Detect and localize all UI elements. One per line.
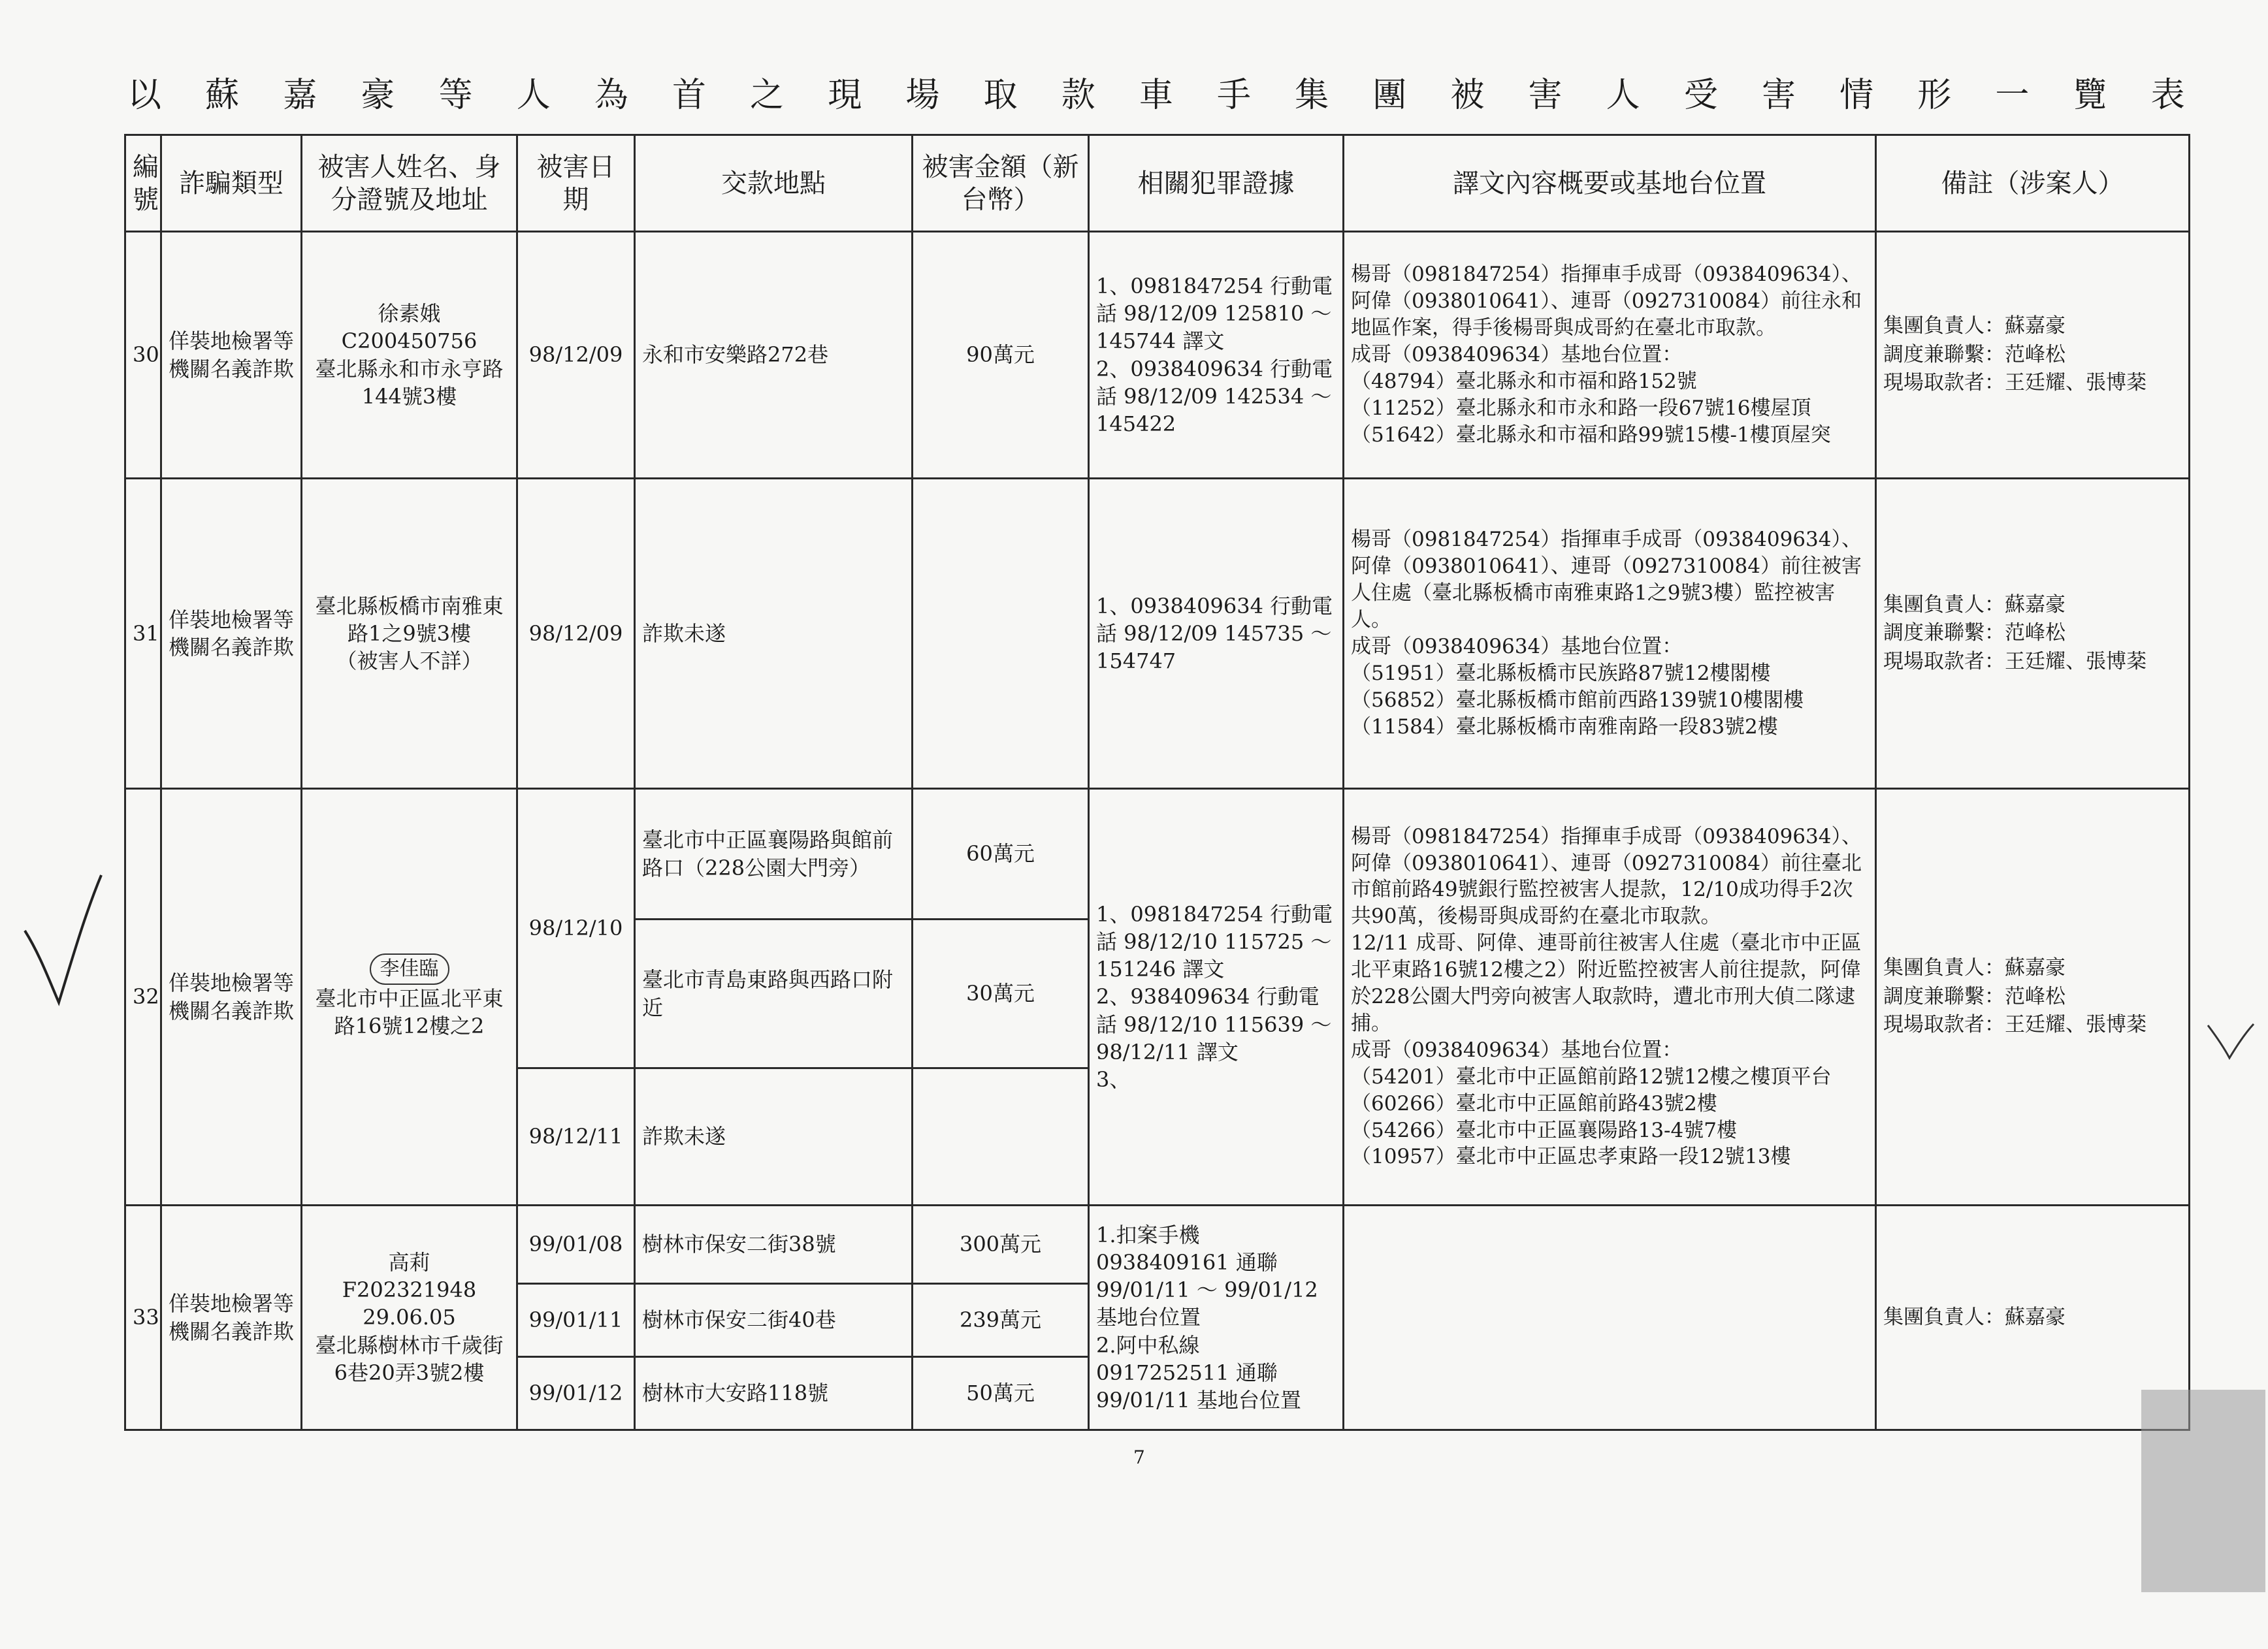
title-char: 場 (905, 75, 940, 115)
row-evidence: 1、0981847254 行動電話 98/12/10 115725 ～ 151246 譯文 2、938409634 行動電話 98/12/10 115639 ～ 98/12/11 譯文 3、 (1089, 789, 1344, 1206)
title-char: 蘇 (205, 75, 240, 115)
title-char: 一 (1995, 75, 2030, 115)
row-date: 98/12/09 (517, 232, 635, 479)
scan-shadow (2141, 1390, 2265, 1592)
row-date: 98/12/10 (517, 789, 635, 1068)
row-evidence: 1.扣案手機 0938409161 通聯 99/01/11 ～ 99/01/12 基地台位置 2.阿中私線 0917252511 通聯 99/01/11 基地台位置 (1089, 1206, 1344, 1430)
title-char: 表 (2150, 75, 2185, 115)
row-fraud-type: 佯裝地檢署等機關名義詐欺 (161, 479, 302, 789)
row-fraud-type: 佯裝地檢署等機關名義詐欺 (161, 1206, 302, 1430)
row-date: 99/01/12 (517, 1357, 635, 1430)
title-char: 受 (1683, 75, 1718, 115)
handwritten-check-icon (20, 869, 105, 1012)
title-char: 首 (672, 75, 706, 115)
row-no: 33 (125, 1206, 161, 1430)
title-char: 為 (594, 75, 628, 115)
title-char: 取 (983, 75, 1018, 115)
row-amount: 50萬元 (913, 1357, 1089, 1430)
row-victim: 臺北市中正區北平東路16號12樓之2 (315, 986, 504, 1039)
victim-signature: 李佳臨 (370, 953, 449, 985)
header-no: 編號 (125, 135, 161, 232)
header-victim: 被害人姓名、身分證號及地址 (302, 135, 517, 232)
title-char: 以 (127, 75, 162, 115)
title-char: 豪 (361, 75, 395, 115)
row-date: 98/12/11 (517, 1068, 635, 1206)
row-location: 樹林市大安路118號 (635, 1357, 913, 1430)
row-amount: 239萬元 (913, 1284, 1089, 1357)
row-amount: 90萬元 (913, 232, 1089, 479)
header-amount: 被害金額（新台幣） (913, 135, 1089, 232)
header-translation: 譯文內容概要或基地台位置 (1344, 135, 1876, 232)
row-location: 樹林市保安二街40巷 (635, 1284, 913, 1357)
header-fraud-type: 詐騙類型 (161, 135, 302, 232)
row-amount: 300萬元 (913, 1206, 1089, 1284)
row-date: 99/01/08 (517, 1206, 635, 1284)
document-title (127, 52, 2185, 131)
row-location: 詐欺未遂 (635, 1068, 913, 1206)
row-translation (1344, 1206, 1876, 1430)
header-evidence: 相關犯罪證據 (1089, 135, 1344, 232)
row-date: 98/12/09 (517, 479, 635, 789)
page-number: 7 (1133, 1447, 1145, 1468)
title-char: 人 (516, 75, 551, 115)
row-translation: 楊哥（0981847254）指揮車手成哥（0938409634）、阿偉（0938010641）、連哥（0927310084）前往臺北市館前路49號銀行監控被害人提款，12/10成功得手2次共90萬，後楊哥與成哥約在臺北市取款。 12/11 成哥、阿偉、連哥前往被害人住處（臺北市中正區北平東路16號12樓之2）附近監控被害人前往提款，阿偉於228公園大門旁向被害人取款時，遭北市刑大偵二隊逮捕。 成哥（0938409634）基地台位置： （54201）臺北市中正區館前路12號12樓之樓頂平台 （60266）臺北市中正區館前路43號2樓 （54266）臺北市中正區襄陽路13-4號7樓 （10957）臺北市中正區忠孝東路一段12號13樓 (1344, 789, 1876, 1206)
row-fraud-type: 佯裝地檢署等機關名義詐欺 (161, 232, 302, 479)
row-location: 臺北市青島東路與西路口附近 (635, 920, 913, 1068)
table-row (125, 789, 2190, 920)
row-fraud-type: 佯裝地檢署等機關名義詐欺 (161, 789, 302, 1206)
row-no: 31 (125, 479, 161, 789)
title-char: 集 (1295, 75, 1329, 115)
title-char: 手 (1216, 75, 1251, 115)
title-char: 被 (1450, 75, 1485, 115)
row-amount (913, 479, 1089, 789)
title-char: 害 (1761, 75, 1796, 115)
handwritten-check-icon (2205, 1019, 2257, 1065)
row-evidence: 1、0938409634 行動電話 98/12/09 145735 ～ 154747 (1089, 479, 1344, 789)
title-char: 覽 (2073, 75, 2107, 115)
title-char: 之 (750, 75, 785, 115)
header-location: 交款地點 (635, 135, 913, 232)
title-char: 款 (1061, 75, 1095, 115)
victims-table (124, 134, 2190, 1431)
row-location: 永和市安樂路272巷 (635, 232, 913, 479)
row-victim: 臺北縣板橋市南雅東路1之9號3樓 （被害人不詳） (302, 479, 517, 789)
row-amount: 30萬元 (913, 920, 1089, 1068)
table-row (125, 479, 2190, 789)
row-victim-cell (302, 789, 517, 1206)
header-row (125, 135, 2190, 232)
row-remarks: 集團負責人：蘇嘉豪 (1876, 1206, 2190, 1430)
row-remarks: 集團負責人：蘇嘉豪 調度兼聯繫：范峰松 現場取款者：王廷耀、張博棻 (1876, 479, 2190, 789)
row-no: 30 (125, 232, 161, 479)
row-victim: 高莉 F202321948 29.06.05 臺北縣樹林市千歲街6巷20弄3號2樓 (302, 1206, 517, 1430)
row-amount (913, 1068, 1089, 1206)
title-char: 嘉 (283, 75, 317, 115)
title-char: 情 (1839, 75, 1874, 115)
row-translation: 楊哥（0981847254）指揮車手成哥（0938409634）、阿偉（0938010641）、連哥（0927310084）前往被害人住處（臺北縣板橋市南雅東路1之9號3樓）監控被害人。 成哥（0938409634）基地台位置： （51951）臺北縣板橋市民族路87號12樓閣樓 （56852）臺北縣板橋市館前西路139號10樓閣樓 （11584）臺北縣板橋市南雅南路一段83號2樓 (1344, 479, 1876, 789)
table-row (125, 232, 2190, 479)
title-char: 車 (1139, 75, 1173, 115)
table-row (125, 1206, 2190, 1284)
row-date: 99/01/11 (517, 1284, 635, 1357)
row-location: 樹林市保安二街38號 (635, 1206, 913, 1284)
row-location: 詐欺未遂 (635, 479, 913, 789)
row-remarks: 集團負責人：蘇嘉豪 調度兼聯繫：范峰松 現場取款者：王廷耀、張博棻 (1876, 789, 2190, 1206)
title-char: 現 (828, 75, 862, 115)
header-date: 被害日期 (517, 135, 635, 232)
row-victim: 徐素娥 C200450756 臺北縣永和市永亨路144號3樓 (302, 232, 517, 479)
row-remarks: 集團負責人：蘇嘉豪 調度兼聯繫：范峰松 現場取款者：王廷耀、張博棻 (1876, 232, 2190, 479)
title-char: 害 (1528, 75, 1563, 115)
row-amount: 60萬元 (913, 789, 1089, 920)
row-translation: 楊哥（0981847254）指揮車手成哥（0938409634）、阿偉（0938010641）、連哥（0927310084）前往永和地區作案，得手後楊哥與成哥約在臺北市取款。 成哥（0938409634）基地台位置： （48794）臺北縣永和市福和路152號 （11252）臺北縣永和市永和路一段67號16樓屋頂 （51642）臺北縣永和市福和路99號15樓-1樓頂屋突 (1344, 232, 1876, 479)
row-no: 32 (125, 789, 161, 1206)
header-remarks: 備註（涉案人） (1876, 135, 2190, 232)
title-char: 等 (438, 75, 473, 115)
title-char: 人 (1606, 75, 1640, 115)
title-char: 團 (1372, 75, 1407, 115)
row-evidence: 1、0981847254 行動電話 98/12/09 125810 ～ 145744 譯文 2、0938409634 行動電話 98/12/09 142534 ～ 145422 (1089, 232, 1344, 479)
row-location: 臺北市中正區襄陽路與館前路口（228公園大門旁） (635, 789, 913, 920)
title-char: 形 (1917, 75, 1952, 115)
